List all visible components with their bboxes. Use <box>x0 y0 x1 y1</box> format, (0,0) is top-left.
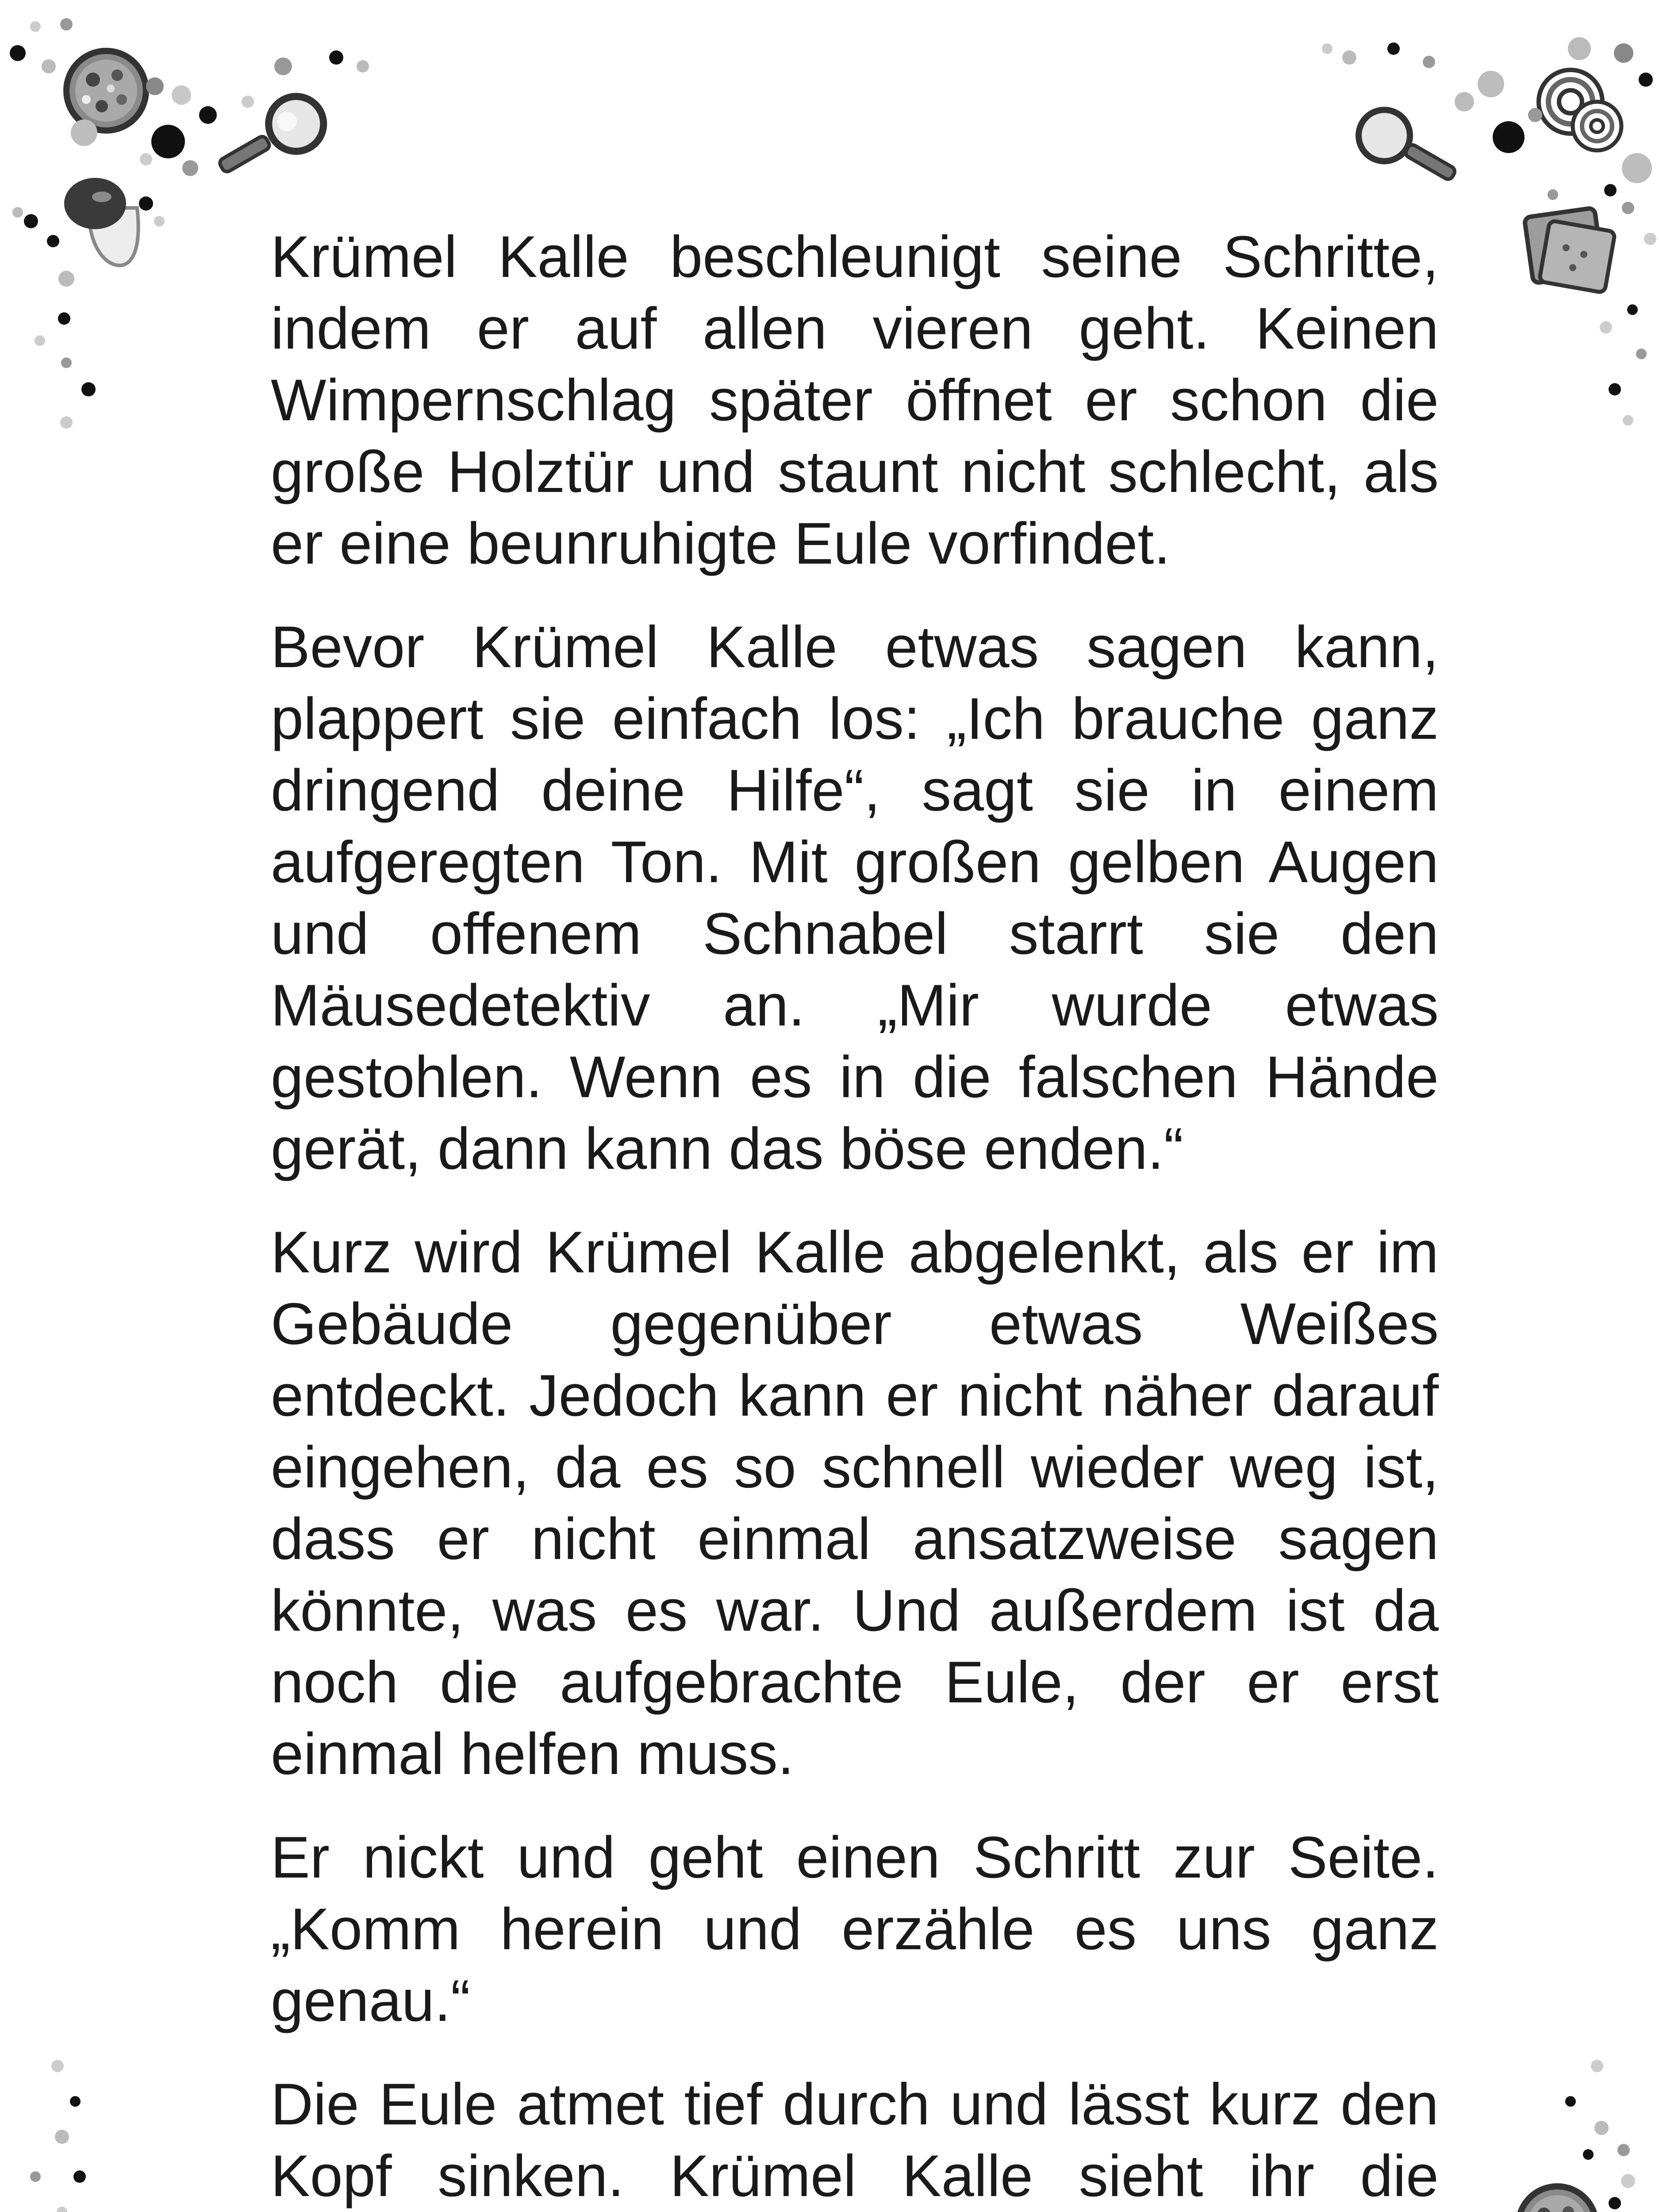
corner-decoration-bottom-right <box>1217 2035 1659 2212</box>
dots <box>1278 2060 1640 2212</box>
magnifier-icon <box>207 86 334 191</box>
cookie-icon <box>66 51 146 131</box>
paragraph-1: Krümel Kalle beschleunigt seine Schritte, indem er auf allen vieren geht. Keinen Wimpernschlag später öffnet er schon die große Holztür und staunt nicht schlecht, als er eine beunruhigte Eule vorfindet. <box>271 224 1439 576</box>
spiral-lollipop-icon <box>1539 70 1621 150</box>
story-text <box>271 221 1439 2212</box>
mushroom-icon <box>64 178 138 265</box>
corner-decoration-top-right <box>1261 0 1659 487</box>
dots <box>12 2060 377 2212</box>
corner-decoration-bottom-left <box>0 2035 420 2212</box>
magnifier-icon <box>1349 100 1466 197</box>
paragraph-4: Er nickt und geht einen Schritt zur Seite. „Komm herein und erzähle es uns ganz genau.“ <box>271 1825 1439 2034</box>
corner-decoration-top-left <box>0 0 398 487</box>
paragraph-2: Bevor Krümel Kalle etwas sagen kann, plappert sie einfach los: „Ich brauche ganz dringend deine Hilfe“, sagt sie in einem aufgeregten Ton. Mit großen gelben Augen und offenem Schnabel starrt sie den Mäusedetektiv an. „Mir wurde etwas gestohlen. Wenn es in die falschen Hände gerät, dann kann das böse enden.“ <box>271 614 1439 1182</box>
cracker-icon <box>1524 208 1615 293</box>
cookie-icon <box>1518 2186 1596 2212</box>
paragraph-3: Kurz wird Krümel Kalle abgelenkt, als er im Gebäude gegenüber etwas Weißes entdeckt. Jedoch kann er nicht näher darauf eingehen, da es so schnell wieder weg ist, dass er nicht einmal ansatzweise sagen könnte, was es war. Und außerdem ist da noch die aufgebrachte Eule, der er erst einmal helfen muss. <box>271 1220 1439 1787</box>
paragraph-5: Die Eule atmet tief durch und lässt kurz den Kopf sinken. Krümel Kalle sieht ihr die <box>271 2072 1439 2209</box>
dots <box>10 18 369 429</box>
